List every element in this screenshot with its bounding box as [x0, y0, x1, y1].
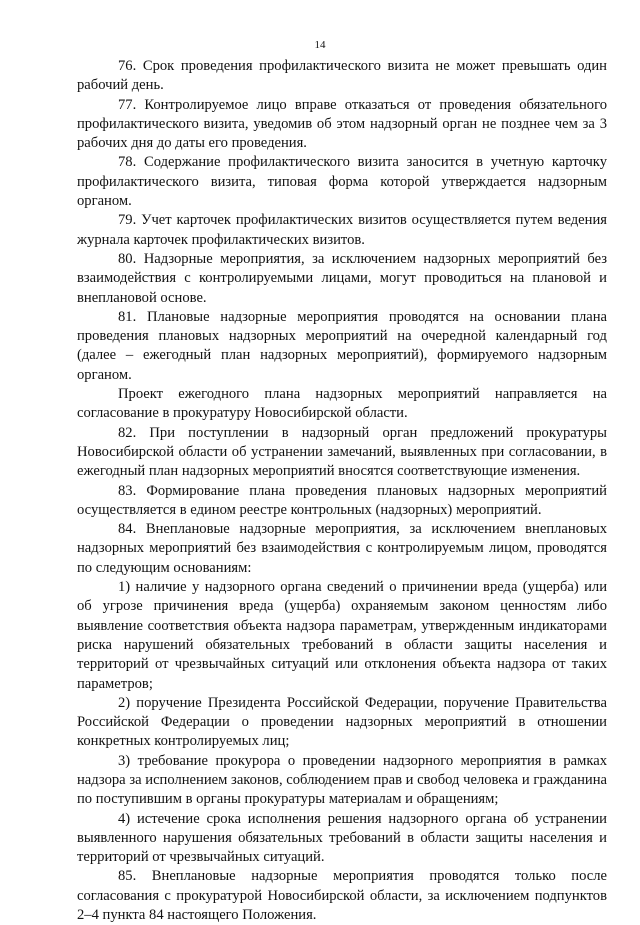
paragraph-84-item-2: 2) поручение Президента Российской Федерации, поручение Правительства Российской Федерации о проведении надзорных мероприятий в отношении конкретных контролируемых лиц;	[77, 694, 607, 750]
paragraph-77: 77. Контролируемое лицо вправе отказаться от проведения обязательного профилактического визита, уведомив об этом надзорный орган не позднее чем за 3 рабочих дня до даты его проведения.	[77, 96, 607, 152]
paragraph-84-item-1: 1) наличие у надзорного органа сведений о причинении вреда (ущерба) или об угрозе причинения вреда (ущерба) охраняемым законом ценностям либо выявление соответствия объекта надзора параметрам, утвержденным индикаторами риска нарушений обязательных требований в области защиты населения и территорий от чрезвычайных ситуаций или отклонения объекта надзора от таких параметров;	[77, 579, 607, 692]
paragraph-80: 80. Надзорные мероприятия, за исключением надзорных мероприятий без взаимодействия с контролируемыми лицами, могут проводиться на плановой и внеплановой основе.	[77, 250, 607, 306]
page-number: 14	[314, 39, 326, 51]
page-body	[77, 57, 607, 925]
paragraph-81: 81. Плановые надзорные мероприятия проводятся на основании плана проведения плановых надзорных мероприятий на очередной календарный год (далее – ежегодный план надзорных мероприятий), формируемого надзорным органом.	[77, 308, 607, 383]
paragraph-84: 84. Внеплановые надзорные мероприятия, за исключением внеплановых надзорных мероприятий без взаимодействия с контролируемым лицом, проводятся по следующим основаниям:	[77, 521, 607, 576]
paragraph-78: 78. Содержание профилактического визита заносится в учетную карточку профилактического визита, типовая форма которой утверждается надзорным органом.	[77, 154, 607, 210]
paragraph-79: 79. Учет карточек профилактических визитов осуществляется путем ведения журнала карточек профилактических визитов.	[77, 212, 607, 248]
paragraph-83: 83. Формирование плана проведения плановых надзорных мероприятий осуществляется в едином реестре контрольных (надзорных) мероприятий.	[77, 482, 607, 518]
paragraph-76: 76. Срок проведения профилактического визита не может превышать один рабочий день.	[77, 58, 607, 94]
paragraph-82: 82. При поступлении в надзорный орган предложений прокуратуры Новосибирской области об устранении замечаний, выявленных при согласовании, в ежегодный план надзорных мероприятий вносятся соответствующие изменения.	[77, 424, 607, 480]
paragraph-84-item-4: 4) истечение срока исполнения решения надзорного органа об устранении выявленного нарушения обязательных требований в области защиты населения и территорий от чрезвычайных ситуаций.	[77, 810, 607, 866]
paragraph-81-project: Проект ежегодного плана надзорных мероприятий направляется на согласование в прокуратуру Новосибирской области.	[77, 386, 607, 422]
paragraph-85: 85. Внеплановые надзорные мероприятия проводятся только после согласования с прокуратурой Новосибирской области, за исключением подпунктов 2–4 пункта 84 настоящего Положения.	[77, 868, 607, 924]
paragraph-84-item-3: 3) требование прокурора о проведении надзорного мероприятия в рамках надзора за исполнением законов, соблюдением прав и свобод человека и гражданина по поступившим в органы прокуратуры материалам и обращениям;	[77, 752, 607, 808]
